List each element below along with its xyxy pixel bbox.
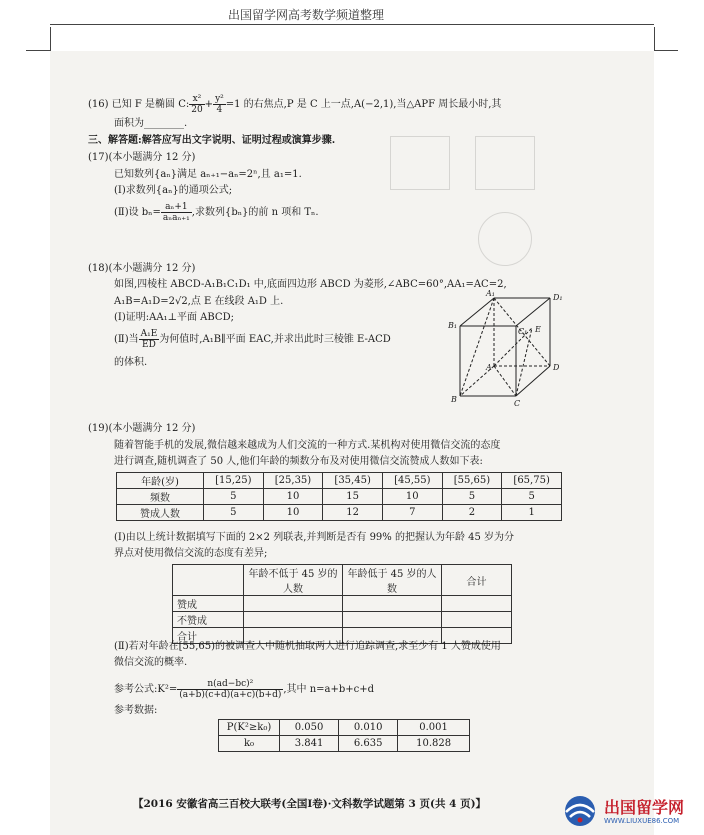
label-d1: D₁ [553, 293, 563, 302]
q18-head: (18)(本小题满分 12 分) [88, 263, 196, 274]
table-row [173, 565, 512, 596]
prism-figure [448, 286, 568, 408]
table-cell [173, 565, 244, 596]
table-cell: 0.001 [398, 720, 470, 736]
table-cell: 12 [323, 505, 383, 521]
label-e: E [535, 325, 541, 334]
table-cell [343, 596, 442, 612]
corner-mark-right-v [654, 27, 655, 51]
table-cell: 1 [502, 505, 562, 521]
table-cell: 3.841 [280, 736, 339, 752]
table-row [173, 612, 512, 628]
label-b1: B₁ [448, 321, 458, 330]
table-cell: 合计 [173, 628, 244, 644]
q17-fraction: $\frac{\text{aₙ+1}}{\text{aₙaₙ₊₁}}$ [162, 202, 190, 223]
label-d: D [553, 363, 560, 372]
table-cell: 赞成人数 [117, 505, 204, 521]
table-cell: 5 [204, 489, 264, 505]
logo-url: WWW.LIUXUE86.COM [604, 817, 680, 825]
contingency-table [172, 564, 512, 644]
q18-line2: A₁B=A₁D=2√2,点 E 在线段 A₁D 上. [114, 296, 284, 307]
table-cell: 10.828 [398, 736, 470, 752]
bleed-box [390, 136, 450, 190]
q19-head: (19)(本小题满分 12 分) [88, 423, 196, 434]
corner-mark-right-h [654, 50, 678, 51]
table-cell: 5 [442, 489, 502, 505]
bleed-circle [478, 212, 532, 266]
q19-intro2: 进行调查,随机调查了 50 人,他们年龄的频数分布及对使用微信交流赞成人数如下表: [114, 456, 483, 467]
table-cell: 5 [204, 505, 264, 521]
q16-text-a: 已知 F 是椭圆 C: [111, 99, 190, 110]
table-cell: k₀ [219, 736, 280, 752]
table-cell: [65,75) [502, 473, 562, 489]
q18-part1: (Ⅰ)证明:AA₁⊥平面 ABCD; [114, 312, 234, 323]
q16-line2: 面积为________. [114, 118, 188, 129]
q17-part1: (Ⅰ)求数列{aₙ}的通项公式; [114, 185, 233, 196]
table-cell: 10 [382, 489, 442, 505]
table-cell [442, 612, 512, 628]
formula-fraction: $\frac{\text{n(ad−bc)²}}{(a+b)(c+d)(a+c)(b+d)}$ [179, 679, 282, 700]
q18-line1: 如图,四棱柱 ABCD-A₁B₁C₁D₁ 中,底面四边形 ABCD 为菱形,∠ABC=60°,AA₁=AC=2, [114, 279, 507, 290]
table-cell [343, 612, 442, 628]
table-cell: 不赞成 [173, 612, 244, 628]
table-cell: [45,55) [382, 473, 442, 489]
table-cell: [35,45) [323, 473, 383, 489]
section-3-title: 三、解答题:解答应写出文字说明、证明过程或演算步骤. [88, 135, 336, 146]
table-cell: 频数 [117, 489, 204, 505]
table-cell: 年龄低于 45 岁的人数 [343, 565, 442, 596]
table-cell: 10 [263, 489, 323, 505]
q16-fraction-y: $\frac{\text{y²}}{4}$ [215, 94, 224, 115]
table-cell: 年龄不低于 45 岁的人数 [244, 565, 343, 596]
reference-data-table [218, 719, 470, 752]
q17-line1: 已知数列{aₙ}满足 aₙ₊₁−aₙ=2ⁿ,且 a₁=1. [114, 169, 302, 180]
page-header [0, 0, 704, 50]
table-cell [244, 596, 343, 612]
header-rule [50, 24, 654, 25]
table-cell: 5 [502, 489, 562, 505]
q16-plus: + [204, 99, 214, 110]
table-cell: [25,35) [263, 473, 323, 489]
age-frequency-table [116, 472, 562, 521]
corner-mark-left-v [50, 27, 51, 51]
logo-icon [560, 794, 600, 828]
corner-mark-left-h [26, 50, 50, 51]
q16-line1 [88, 94, 501, 115]
label-b: B [451, 395, 457, 404]
header-title: 出国留学网高考数学频道整理 [228, 8, 385, 22]
table-cell: 0.010 [339, 720, 398, 736]
table-cell: 2 [442, 505, 502, 521]
label-a1: A₁ [486, 289, 495, 298]
q19-part2-line2: 微信交流的概率. [114, 657, 188, 668]
table-row [173, 596, 512, 612]
label-c: C [514, 399, 521, 408]
reference-formula: 参考公式:K²= $\frac{\text{n(ad−bc)²}}{(a+b)(c+d)(a+c)(b+d)}$ ,其中 n=a+b+c+d [114, 679, 375, 700]
site-logo [560, 794, 700, 830]
q18-part2-cont: 的体积. [114, 357, 148, 368]
table-row [117, 473, 562, 489]
table-row [117, 489, 562, 505]
table-cell: [55,65) [442, 473, 502, 489]
table-cell: 年龄(岁) [117, 473, 204, 489]
q19-part1-line1: (Ⅰ)由以上统计数据填写下面的 2×2 列联表,并判断是否有 99% 的把握认为年龄 45 岁为分 [114, 532, 515, 543]
q18-part2: (Ⅱ)当 $\frac{\text{A₁E}}{ED}$ 为何值时,A₁B∥平面 EAC,并求出此时三棱锥 E-ACD [114, 329, 391, 350]
table-row [219, 736, 470, 752]
table-cell: 6.635 [339, 736, 398, 752]
table-cell: 赞成 [173, 596, 244, 612]
label-c1: C₁ [518, 327, 528, 336]
table-cell: 合计 [442, 565, 512, 596]
q16-text-b: =1 的右焦点,P 是 C 上一点,A(−2,1),当△APF 周长最小时,其 [225, 99, 502, 110]
q18-fraction: $\frac{\text{A₁E}}{ED}$ [140, 329, 158, 350]
logo-text: 出国留学网 [604, 798, 685, 817]
q19-part2-line1: (Ⅱ)若对年龄在[55,65)的被调查人中随机抽取两人进行追踪调查,求至少有 1 人赞成使用 [114, 641, 501, 652]
reference-data-label: 参考数据: [114, 705, 158, 716]
q16-number: (16) [88, 99, 109, 110]
table-cell: 0.050 [280, 720, 339, 736]
q19-intro1: 随着智能手机的发展,微信越来越成为人们交流的一种方式.某机构对使用微信交流的态度 [114, 440, 501, 451]
table-cell: P(K²≥k₀) [219, 720, 280, 736]
table-cell: 7 [382, 505, 442, 521]
table-row [117, 505, 562, 521]
table-cell: [15,25) [204, 473, 264, 489]
bleed-box [475, 136, 535, 190]
q17-head: (17)(本小题满分 12 分) [88, 152, 196, 163]
q19-part1-line2: 界点对使用微信交流的态度有差异; [114, 548, 268, 559]
table-row [219, 720, 470, 736]
table-cell: 10 [263, 505, 323, 521]
q16-fraction-x: $\frac{\text{x²}}{20}$ [191, 94, 203, 115]
page-footer: 【2016 安徽省高三百校大联考(全国Ⅰ卷)·文科数学试题第 3 页(共 4 页)】 [133, 798, 487, 810]
table-cell [442, 596, 512, 612]
table-cell: 15 [323, 489, 383, 505]
label-a: A [486, 363, 492, 372]
table-cell [244, 612, 343, 628]
q17-part2: (Ⅱ)设 bₙ= $\frac{\text{aₙ+1}}{\text{aₙaₙ₊₁}}$ ,求数列{bₙ}的前 n 项和 Tₙ. [114, 202, 319, 223]
